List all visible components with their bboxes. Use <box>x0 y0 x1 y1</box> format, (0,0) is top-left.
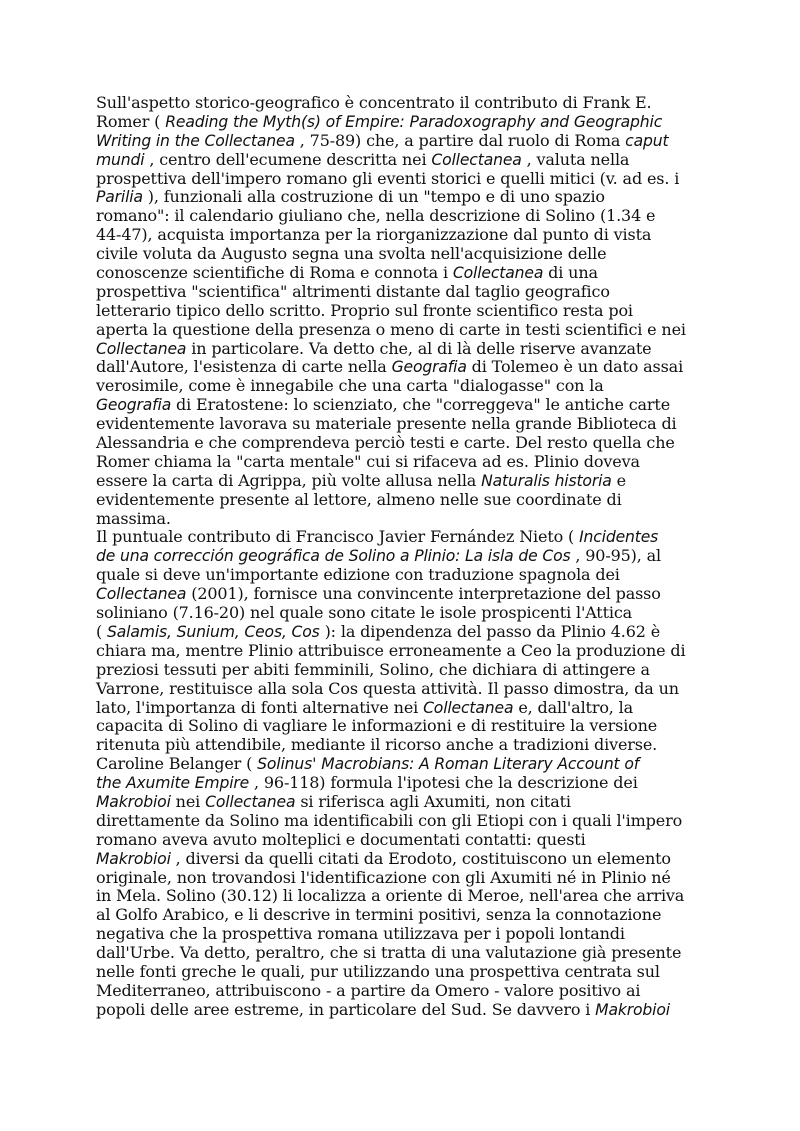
text-line <box>96 944 706 963</box>
text-line <box>96 377 706 396</box>
text-line <box>96 415 706 434</box>
text-line <box>96 774 706 793</box>
text-segment: Caroline Belanger ( <box>96 754 258 774</box>
text-line <box>96 793 706 812</box>
text-segment: evidentemente lavorava su materiale presente nella grande Biblioteca di <box>96 414 677 434</box>
italic-text: Writing in the Collectanea <box>96 131 295 150</box>
italic-text: Collectanea <box>423 698 514 717</box>
text-line <box>96 302 706 321</box>
text-line <box>96 699 706 718</box>
text-segment: evidentemente presente al lettore, almeno nelle sue coordinate di <box>96 489 622 509</box>
italic-text: Makrobioi <box>96 849 171 868</box>
text-line <box>96 566 706 585</box>
text-segment: lato, l'importanza di fonti alternative nei <box>96 697 424 717</box>
text-segment: dall'Autore, l'esistenza di carte nella <box>96 357 392 377</box>
italic-text: the Axumite Empire <box>96 774 250 793</box>
text-line <box>96 680 706 699</box>
text-segment: 44-47), acquista importanza per la riorganizzazione dal punto di vista <box>96 225 652 245</box>
text-segment: conoscenze scientifiche di Roma e connota i <box>96 263 453 283</box>
text-line <box>96 528 706 547</box>
text-segment: e, dall'altro, la <box>513 697 634 717</box>
text-line <box>96 869 706 888</box>
italic-text: Solinus <box>257 755 313 774</box>
text-segment: (2001), fornisce una convincente interpretazione del passo <box>186 584 661 604</box>
italic-text: Salamis, Sunium, Ceos, Cos <box>107 622 320 641</box>
text-segment: massima. <box>96 508 171 528</box>
text-segment: romano aveva avuto molteplici e documentati contatti: questi <box>96 829 586 849</box>
text-segment: al Golfo Arabico, e li descrive in termini positivi, senza la connotazione <box>96 905 662 925</box>
text-line <box>96 925 706 944</box>
text-segment: Romer ( <box>96 111 166 131</box>
italic-text: Makrobioi <box>595 1000 670 1019</box>
text-segment: essere la carta di Agrippa, più volte allusa nella <box>96 470 482 490</box>
italic-text: Collectanea <box>205 792 296 811</box>
text-line <box>96 132 706 151</box>
text-line <box>96 358 706 377</box>
italic-text: Naturalis historia <box>481 471 612 490</box>
text-line <box>96 1001 706 1020</box>
text-segment: , 90-95), al <box>570 546 661 566</box>
text-segment: popoli delle aree estreme, in particolare del Sud. Se davvero i <box>96 999 596 1019</box>
text-line <box>96 963 706 982</box>
italic-text: de una corrección geográfica de Solino a Plinio: La isla de Cos <box>96 547 571 566</box>
text-segment: romano": il calendario giuliano che, nella descrizione di Solino (1.34 e <box>96 206 656 226</box>
text-segment: negativa che la prospettiva romana utilizzava per i popoli lontandi <box>96 924 625 944</box>
text-segment: ): la dipendenza del passo da Plinio 4.62 è <box>319 621 661 641</box>
text-segment: quale si deve un'importante edizione con traduzione spagnola dei <box>96 565 620 585</box>
text-segment: Alessandria e che comprendeva perciò testi e carte. Del resto quella che <box>96 433 675 453</box>
text-segment: aperta la questione della presenza o meno di carte in testi scientifici e nei <box>96 319 686 339</box>
italic-text: Collectanea <box>431 150 522 169</box>
text-line <box>96 755 706 774</box>
text-segment: soliniano (7.16-20) nel quale sono citate le isole prospicenti l'Attica <box>96 603 633 623</box>
text-segment: in particolare. Va detto che, al di là delle riserve avanzate <box>186 338 652 358</box>
text-line <box>96 170 706 189</box>
text-segment: Varrone, restituisce alla sola Cos questa attività. Il passo dimostra, da un <box>96 678 679 698</box>
text-segment: chiara ma, mentre Plinio attribuisce erroneamente a Ceo la produzione di <box>96 640 686 660</box>
text-line <box>96 736 706 755</box>
text-segment: Il puntuale contributo di Francisco Javier Fernández Nieto ( <box>96 527 580 547</box>
text-line <box>96 642 706 661</box>
text-line <box>96 982 706 1001</box>
text-segment: di una <box>543 263 598 283</box>
text-line <box>96 94 706 113</box>
text-segment: ), funzionali alla costruzione di un "tempo e di uno spazio <box>142 187 605 207</box>
text-segment: capacita di Solino di vagliare le informazioni e di restituire la versione <box>96 716 658 736</box>
text-line <box>96 472 706 491</box>
text-line <box>96 585 706 604</box>
text-segment: , 75-89) che, a partire dal ruolo di Roma <box>294 130 626 150</box>
italic-text: Collectanea <box>452 264 544 283</box>
text-line <box>96 188 706 207</box>
text-line <box>96 226 706 245</box>
text-line <box>96 245 706 264</box>
text-line <box>96 434 706 453</box>
text-line <box>96 831 706 850</box>
text-segment: prospettiva dell'impero romano gli eventi storici e quelli mitici (v. ad es. i <box>96 168 680 188</box>
text-line <box>96 547 706 566</box>
text-segment: e <box>611 470 626 490</box>
italic-text: caput <box>625 131 669 150</box>
italic-text: Parilia <box>96 188 143 207</box>
text-line <box>96 396 706 415</box>
text-line <box>96 207 706 226</box>
text-line <box>96 850 706 869</box>
italic-text: Geografia <box>391 358 467 377</box>
text-segment: originale, non trovandosi l'identificazione con gli Axumiti né in Plinio né <box>96 867 671 887</box>
text-segment: verosimile, come è innegabile che una carta "dialogasse" con la <box>96 376 604 396</box>
text-segment: Sull'aspetto storico-geografico è concentrato il contributo di Frank E. <box>96 93 652 112</box>
document-body <box>96 94 706 1020</box>
text-segment: nei <box>170 791 206 811</box>
italic-text: mundi <box>96 150 145 169</box>
text-line <box>96 491 706 510</box>
text-segment: prospettiva "scientifica" altrimenti distante dal taglio geografico <box>96 281 610 301</box>
text-segment: ritenuta più attendibile, mediante il ricorso anche a tradizioni diverse. <box>96 735 658 755</box>
text-line <box>96 321 706 340</box>
text-line <box>96 717 706 736</box>
text-line <box>96 887 706 906</box>
text-segment: Mediterraneo, attribuiscono - a partire da Omero - valore positivo ai <box>96 980 641 1000</box>
text-segment: di Eratostene: lo scienziato, che "correggeva" le antiche carte <box>171 395 671 415</box>
text-line <box>96 623 706 642</box>
italic-text: Macrobians: A Roman Literary Account of <box>321 755 640 774</box>
text-segment: , valuta nella <box>521 149 630 169</box>
text-segment: ( <box>96 621 108 641</box>
text-segment: preziosi tessuti per abiti femminili, Solino, che dichiara di attingere a <box>96 659 650 679</box>
text-line <box>96 906 706 925</box>
text-segment: di Tolemeo è un dato assai <box>466 357 684 377</box>
text-line <box>96 283 706 302</box>
text-segment: si riferisca agli Axumiti, non citati <box>295 791 571 811</box>
text-segment: dall'Urbe. Va detto, peraltro, che si tratta di una valutazione già presente <box>96 943 682 963</box>
italic-text: Makrobioi <box>96 792 171 811</box>
italic-text: Incidentes <box>579 528 659 547</box>
text-line <box>96 604 706 623</box>
text-segment: , 96-118) formula l'ipotesi che la descrizione dei <box>249 773 638 793</box>
text-line <box>96 264 706 283</box>
text-line <box>96 510 706 529</box>
text-segment: direttamente da Solino ma identificabili con gli Etiopi con i quali l'impero <box>96 810 683 830</box>
text-segment: , diversi da quelli citati da Erodoto, costituiscono un elemento <box>170 848 671 868</box>
text-line <box>96 340 706 359</box>
text-segment: civile voluta da Augusto segna una svolta nell'acquisizione delle <box>96 244 607 264</box>
text-line <box>96 453 706 472</box>
text-segment: , centro dell'ecumene descritta nei <box>144 149 432 169</box>
text-segment: ' <box>312 754 322 774</box>
italic-text: Geografia <box>96 396 172 415</box>
text-line <box>96 812 706 831</box>
text-segment: in Mela. Solino (30.12) li localizza a oriente di Meroe, nell'area che arriva <box>96 886 685 906</box>
italic-text: Collectanea <box>96 585 187 604</box>
text-line <box>96 113 706 132</box>
text-line <box>96 661 706 680</box>
text-line <box>96 151 706 170</box>
text-segment: nelle fonti greche le quali, pur utilizzando una prospettiva centrata sul <box>96 961 660 981</box>
text-segment: letterario tipico dello scritto. Proprio sul fronte scientifico resta poi <box>96 300 633 320</box>
text-segment: Romer chiama la "carta mentale" cui si rifaceva ad es. Plinio doveva <box>96 451 640 471</box>
italic-text: Collectanea <box>96 339 187 358</box>
italic-text: Reading the Myth(s) of Empire: Paradoxography and Geographic <box>165 112 663 131</box>
